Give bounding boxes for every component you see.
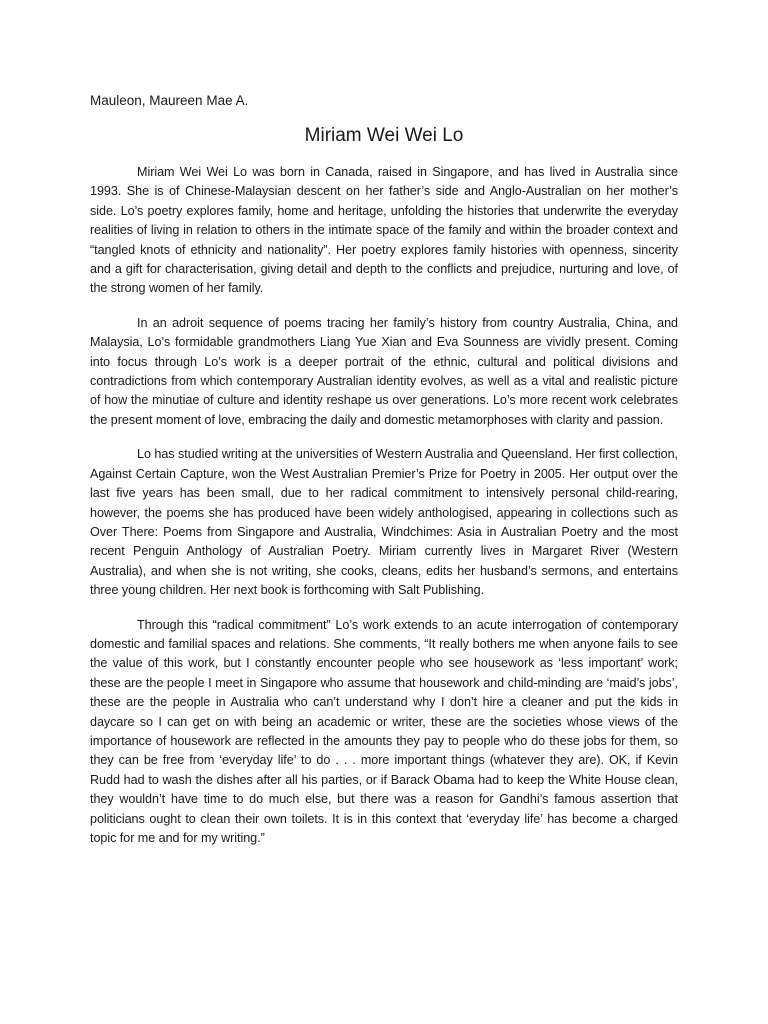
author-name: Mauleon, Maureen Mae A. — [90, 93, 249, 108]
paragraph-3: Lo has studied writing at the universities of Western Australia and Queensland. Her first collection, Against Certain Capture, won the West Australian Premier’s Prize for Poetry in 2005. Her output over the last five years has been small, due to her radical commitment to intensively personal child-rearing, however, the poems she has produced have been widely anthologised, appearing in collections such as Over There: Poems from Singapore and Australia, Windchimes: Asia in Australian Poetry and the most recent Penguin Anthology of Australian Poetry. Miriam currently lives in Margaret River (Western Australia), and when she is not writing, she cooks, cleans, edits her husband’s sermons, and entertains three young children. Her next book is forthcoming with Salt Publishing. — [90, 447, 678, 598]
paragraph-1: Miriam Wei Wei Lo was born in Canada, raised in Singapore, and has lived in Australia since 1993. She is of Chinese-Malaysian descent on her father’s side and Anglo-Australian on her mother’s side. Lo’s poetry explores family, home and heritage, unfolding the histories that underwrite the everyday realities of living in relation to others in the intimate space of the family and within the broader context and “tangled knots of ethnicity and nationality”. Her poetry explores family histories with openness, sincerity and a gift for characterisation, giving detail and depth to the conflicts and prejudice, nurturing and love, of the strong women of her family. — [90, 165, 678, 296]
document-body — [90, 163, 678, 863]
paragraph-4: Through this “radical commitment” Lo’s work extends to an acute interrogation of contemporary domestic and familial spaces and relations. She comments, “It really bothers me when anyone fails to see the value of this work, but I constantly encounter people who see housework as ‘less important’ work; these are the people I meet in Singapore who assume that housework and child-minding are ‘maid’s jobs’, these are the people in Australia who can’t understand why I don’t hire a cleaner and put the kids in daycare so I can get on with being an academic or writer, these are the societies whose views of the importance of housework are reflected in the amounts they pay to people who do these jobs for them, so they can be free from ‘everyday life’ to do . . . more important things (whatever they are). OK, if Kevin Rudd had to wash the dishes after all his parties, or if Barack Obama had to keep the White House clean, they wouldn’t have time to do much else, but there was a reason for Gandhi’s famous assertion that politicians ought to clean their own toilets. It is in this context that ‘everyday life’ has become a charged topic for me and for my writing.” — [90, 617, 678, 845]
document-title: Miriam Wei Wei Lo — [304, 125, 464, 146]
paragraph-2: In an adroit sequence of poems tracing her family’s history from country Australia, China, and Malaysia, Lo’s formidable grandmothers Liang Yue Xian and Eva Sounness are vividly present. Coming into focus through Lo’s work is a deeper portrait of the ethnic, cultural and political divisions and contradictions from which contemporary Australian identity evolves, as well as a vital and realistic picture of how the minutiae of culture and identity reshape us over generations. Lo’s more recent work celebrates the present moment of love, embracing the daily and domestic metamorphoses with clarity and passion. — [90, 315, 678, 427]
